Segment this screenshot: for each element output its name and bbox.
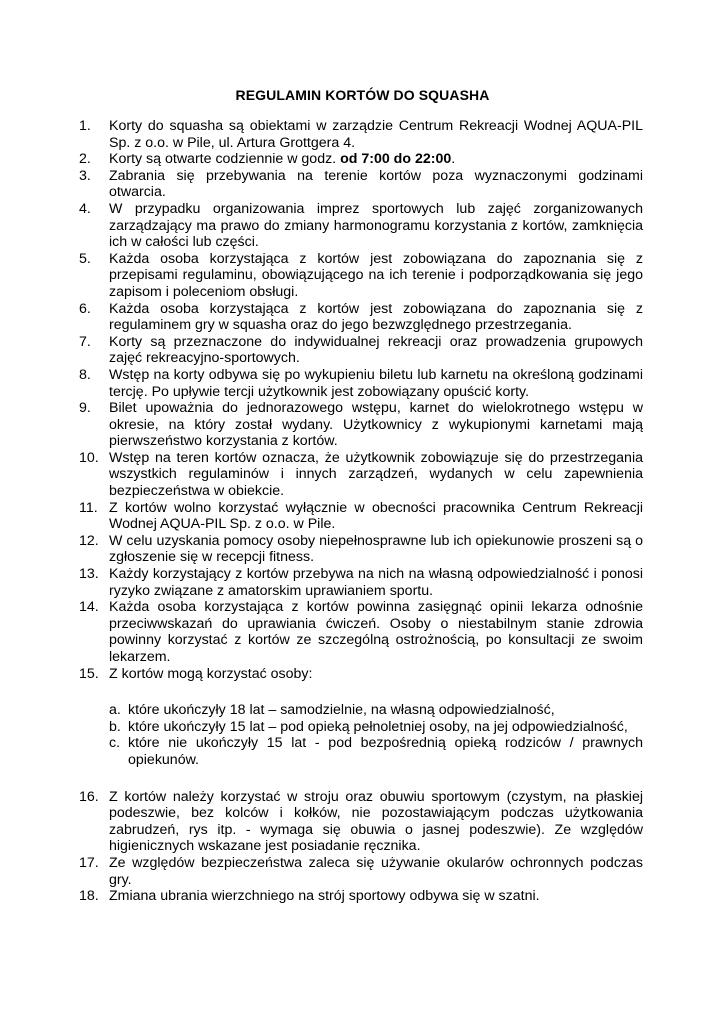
rule-text: W celu uzyskania pomocy osoby niepełnosprawne lub ich opiekunowie proszeni są o zgłoszenie się w recepcji fitness. bbox=[109, 532, 643, 566]
rule-text: Z kortów należy korzystać w stroju oraz obuwiu sportowym (czystym, na płaskiej podeszwie, bez kolców i kołków, nie pozostawiającym podczas użytkowania zabrudzeń, rys itp. - wymaga się obuwia o jasnej podeszwie). Ze względów higienicznych wskazane jest posiadanie ręcznika. bbox=[109, 788, 643, 855]
rule-item bbox=[79, 450, 643, 500]
rule-item bbox=[79, 301, 643, 334]
rule-item bbox=[79, 533, 643, 566]
rule-item bbox=[79, 599, 643, 665]
rule-item bbox=[79, 201, 643, 251]
opening-hours: od 7:00 do 22:00 bbox=[340, 151, 452, 168]
rule-item bbox=[79, 334, 643, 367]
rule-item bbox=[79, 168, 643, 201]
rule-text: Korty do squasha są obiektami w zarządzie Centrum Rekreacji Wodnej AQUA-PIL Sp. z o.o. w Pile, ul. Artura Grottgera 4. bbox=[109, 118, 643, 151]
sub-item bbox=[109, 735, 643, 768]
rule-number: 9. bbox=[79, 400, 91, 417]
rule-item bbox=[79, 151, 643, 168]
rule-item bbox=[79, 500, 643, 533]
sub-item-text: które nie ukończyły 15 lat - pod bezpośrednią opieką rodziców / prawnych opiekunów. bbox=[128, 735, 643, 768]
rule-number: 18. bbox=[79, 888, 99, 905]
sub-item-letter: a. bbox=[109, 702, 121, 719]
rule-text: Bilet upoważnia do jednorazowego wstępu, karnet do wielokrotnego wstępu w okresie, na który został wydany. Użytkownicy z wykupionymi karnetami mają pierwszeństwo korzystania z kortów. bbox=[109, 400, 643, 450]
rule-item bbox=[79, 888, 643, 905]
rule-text: Każda osoba korzystająca z kortów powinna zasięgnąć opinii lekarza odnośnie przeciwwskazań do uprawiania ćwiczeń. Osoby o niestabilnym stanie zdrowia powinny korzystać z kortów ze szczególną ostrożnością, po konsultacji ze swoim lekarzem. bbox=[109, 599, 643, 665]
sub-item-text: które ukończyły 18 lat – samodzielnie, na własną odpowiedzialność, bbox=[128, 702, 555, 719]
rule-number: 4. bbox=[79, 200, 91, 217]
rule-number: 5. bbox=[79, 250, 91, 267]
rule-item bbox=[79, 666, 643, 769]
age-sublist bbox=[109, 702, 643, 768]
rule-number: 16. bbox=[79, 788, 99, 805]
rule-text: Wstęp na korty odbywa się po wykupieniu biletu lub karnetu na określoną godzinami tercję. Po upływie tercji użytkownik jest zobowiązany opuścić korty. bbox=[109, 366, 643, 400]
rule-text: Z kortów mogą korzystać osoby: bbox=[109, 665, 313, 682]
rule-number: 2. bbox=[79, 151, 91, 168]
rule-number: 12. bbox=[79, 532, 99, 549]
rule-number: 10. bbox=[79, 449, 99, 466]
rule-text: Wstęp na teren kortów oznacza, że użytkownik zobowiązuje się do przestrzegania wszystkich regulaminów i innych zarządzeń, wydanych w celu zapewnienia bezpieczeństwa w obiekcie. bbox=[109, 449, 643, 500]
rule-text-end: . bbox=[451, 151, 456, 168]
sub-item-text: które ukończyły 15 lat – pod opieką pełnoletniej osoby, na jej odpowiedzialność, bbox=[128, 718, 628, 735]
sub-item bbox=[109, 719, 643, 736]
rule-number: 17. bbox=[79, 854, 99, 871]
rule-item bbox=[79, 251, 643, 301]
rule-text: Ze względów bezpieczeństwa zaleca się używanie okularów ochronnych podczas gry. bbox=[109, 854, 643, 888]
rules-list bbox=[79, 118, 643, 905]
rule-item bbox=[79, 566, 643, 599]
rule-number: 15. bbox=[79, 665, 99, 682]
rule-number: 3. bbox=[79, 167, 91, 184]
rule-text: Korty są przeznaczone do indywidualnej rekreacji oraz prowadzenia grupowych zajęć rekreacyjno-sportowych. bbox=[109, 333, 643, 367]
rule-text: Z kortów wolno korzystać wyłącznie w obecności pracownika Centrum Rekreacji Wodnej AQUA-PIL Sp. z o.o. w Pile. bbox=[109, 499, 643, 533]
rule-number: 1. bbox=[79, 118, 91, 134]
rule-item bbox=[79, 400, 643, 450]
rule-text: Korty są otwarte codziennie w godz. bbox=[109, 151, 341, 168]
rule-number: 7. bbox=[79, 333, 91, 350]
rule-text: Zabrania się przebywania na terenie kortów poza wyznaczonymi godzinami otwarcia. bbox=[109, 167, 643, 201]
sub-item-letter: c. bbox=[109, 735, 121, 752]
rule-text: W przypadku organizowania imprez sportowych lub zajęć zorganizowanych zarządzający ma prawo do zmiany harmonogramu korzystania z kortów, zamknięcia ich w całości lub części. bbox=[109, 200, 643, 251]
rule-item bbox=[79, 789, 643, 855]
rule-number: 8. bbox=[79, 366, 91, 383]
rule-item bbox=[79, 118, 643, 151]
rule-number: 6. bbox=[79, 300, 91, 317]
document-title: REGULAMIN KORTÓW DO SQUASHA bbox=[235, 87, 490, 103]
rule-text: Każda osoba korzystająca z kortów jest zobowiązana do zapoznania się z regulaminem gry w squasha oraz do jego bezwzględnego przestrzegania. bbox=[109, 300, 643, 334]
rule-number: 14. bbox=[79, 599, 99, 616]
rule-text: Każda osoba korzystająca z kortów jest zobowiązana do zapoznania się z przepisami regulaminu, obowiązującego na ich terenie i podporządkowania się jego zapisom i poleceniom obsługi. bbox=[109, 250, 643, 300]
rule-number: 13. bbox=[79, 566, 99, 583]
rule-number: 11. bbox=[79, 499, 98, 516]
rule-item bbox=[79, 855, 643, 888]
rule-text: Zmiana ubrania wierzchniego na strój sportowy odbywa się w szatni. bbox=[109, 888, 540, 905]
rule-item bbox=[79, 367, 643, 400]
sub-item bbox=[109, 702, 643, 719]
sub-item-letter: b. bbox=[109, 718, 121, 735]
rule-text: Każdy korzystający z kortów przebywa na nich na własną odpowiedzialność i ponosi ryzyko związane z amatorskim uprawianiem sportu. bbox=[109, 566, 643, 599]
